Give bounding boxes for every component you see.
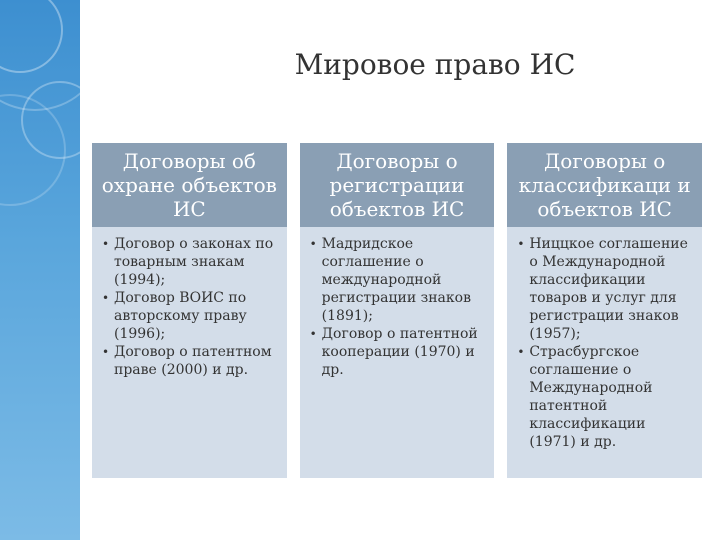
columns-container (92, 143, 702, 478)
bullet-icon: • (517, 237, 525, 251)
bullet-icon: • (309, 327, 317, 341)
list-item (102, 289, 279, 343)
list-item (517, 235, 694, 343)
list-item-text: Договор о патентном праве (2000) и др. (114, 344, 272, 378)
list-item-text: Договор о законах по товарным знакам (1994); (114, 236, 274, 288)
list-item-text: Ниццкое соглашение о Международной классификации товаров и услуг для регистрации знаков (1957); (529, 236, 688, 342)
bullet-icon: • (517, 345, 525, 359)
list-item-text: Страсбургское соглашение о Международной патентной классификации (1971) и др. (529, 344, 653, 450)
list-item (310, 325, 487, 379)
decorative-circles (0, 0, 80, 540)
column-header: Договоры о классификаци и объектов ИС (507, 143, 702, 227)
list-item-text: Договор о патентной кооперации (1970) и др. (321, 326, 478, 378)
bullet-icon: • (102, 291, 110, 305)
column-body (507, 227, 702, 478)
list-item (310, 235, 487, 325)
column-registration-treaties (300, 143, 495, 478)
list-item-text: Договор ВОИС по авторскому праву (1996); (114, 290, 247, 342)
column-header: Договоры о регистрации объектов ИС (300, 143, 495, 227)
decorative-side-band (0, 0, 80, 540)
column-protection-treaties (92, 143, 287, 478)
bullet-icon: • (102, 237, 110, 251)
list-item-text: Мадридское соглашение о международной регистрации знаков (1891); (321, 236, 471, 324)
column-header: Договоры об охране объектов ИС (92, 143, 287, 227)
list-item (102, 235, 279, 289)
column-body (92, 227, 287, 478)
column-body (300, 227, 495, 478)
column-classification-treaties (507, 143, 702, 478)
bullet-icon: • (309, 237, 317, 251)
bullet-icon: • (102, 345, 110, 359)
list-item (102, 343, 279, 379)
slide-title: Мировое право ИС (294, 48, 576, 81)
list-item (517, 343, 694, 451)
